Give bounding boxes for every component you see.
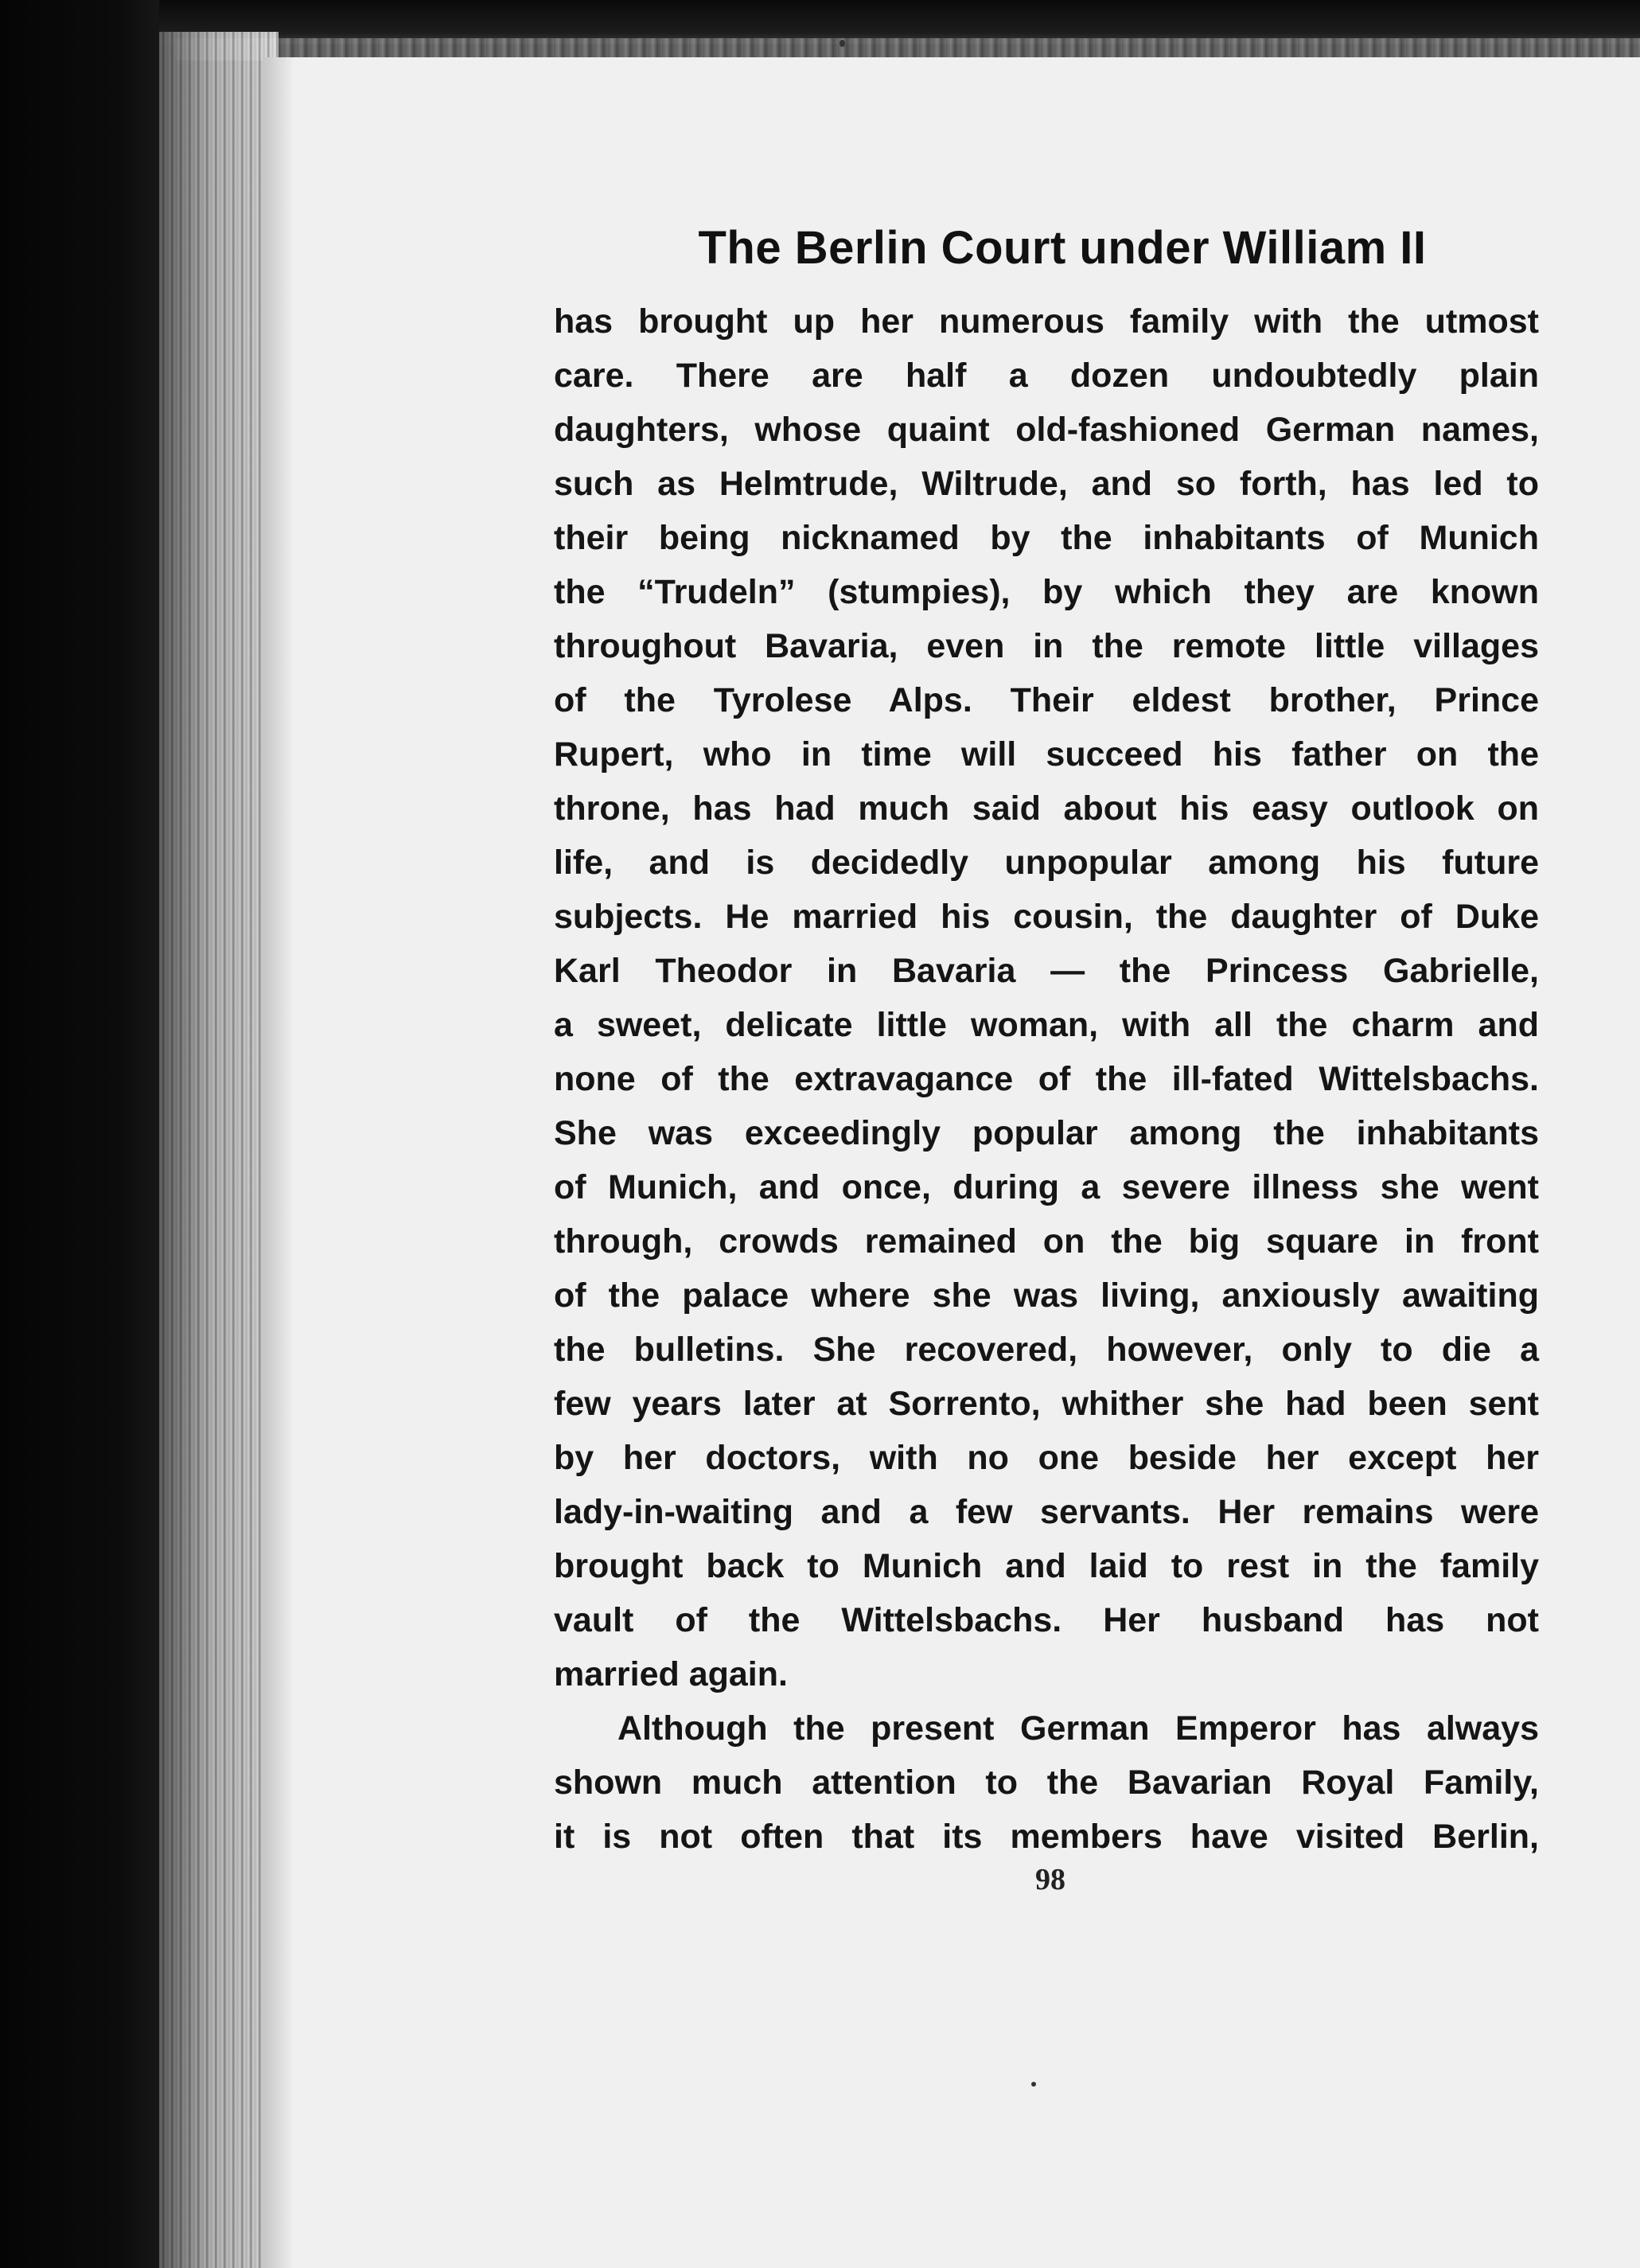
text-line: it is not often that its members have visited Berlin,	[554, 1818, 1539, 1856]
text-line: She was exceedingly popular among the inhabitants	[554, 1114, 1539, 1152]
text-line: subjects. He married his cousin, the daughter of Duke	[554, 898, 1539, 936]
ink-speck	[839, 40, 845, 47]
text-line: few years later at Sorrento, whither she had been sent	[554, 1385, 1539, 1423]
text-line: a sweet, delicate little woman, with all the charm and	[554, 1006, 1539, 1044]
text-line: lady-in-waiting and a few servants. Her remains were	[554, 1493, 1539, 1531]
text-line: of the palace where she was living, anxiously awaiting	[554, 1276, 1539, 1315]
ink-speck	[1031, 2082, 1036, 2087]
text-line: Karl Theodor in Bavaria — the Princess Gabrielle,	[554, 952, 1539, 990]
text-line: of Munich, and once, during a severe illness she went	[554, 1168, 1539, 1206]
book-binding-shadow	[0, 0, 171, 2268]
text-line: such as Helmtrude, Wiltrude, and so forth, has led to	[554, 465, 1539, 503]
text-line: of the Tyrolese Alps. Their eldest brother, Prince	[554, 681, 1539, 719]
gutter-shadow	[263, 57, 294, 2268]
text-line: throne, has had much said about his easy outlook on	[554, 789, 1539, 828]
running-head: The Berlin Court under William II	[698, 222, 1427, 274]
text-line: care. There are half a dozen undoubtedly plain	[554, 357, 1539, 395]
text-line: by her doctors, with no one beside her except her	[554, 1439, 1539, 1477]
text-line: has brought up her numerous family with the utmost	[554, 302, 1539, 341]
text-line: through, crowds remained on the big square in front	[554, 1222, 1539, 1261]
top-shadow	[159, 0, 1640, 44]
text-line: Rupert, who in time will succeed his father on the	[554, 735, 1539, 774]
page-stack-shadow	[159, 32, 279, 2268]
text-line: life, and is decidedly unpopular among his future	[554, 844, 1539, 882]
text-line: none of the extravagance of the ill-fated Wittelsbachs.	[554, 1060, 1539, 1098]
text-line: brought back to Munich and laid to rest in the family	[554, 1547, 1539, 1585]
text-line: the bulletins. She recovered, however, only to die a	[554, 1331, 1539, 1369]
text-line: throughout Bavaria, even in the remote little villages	[554, 627, 1539, 665]
text-line: daughters, whose quaint old-fashioned German names,	[554, 411, 1539, 449]
text-line: vault of the Wittelsbachs. Her husband has not	[554, 1601, 1539, 1639]
text-line: the “Trudeln” (stumpies), by which they are known	[554, 573, 1539, 611]
text-line: shown much attention to the Bavarian Royal Family,	[554, 1763, 1539, 1802]
text-line: married again.	[554, 1655, 788, 1693]
text-line: their being nicknamed by the inhabitants of Munich	[554, 519, 1539, 557]
page-number: 98	[1035, 1863, 1065, 1896]
text-line: Although the present German Emperor has always	[617, 1709, 1539, 1748]
body-text	[554, 294, 1539, 1864]
